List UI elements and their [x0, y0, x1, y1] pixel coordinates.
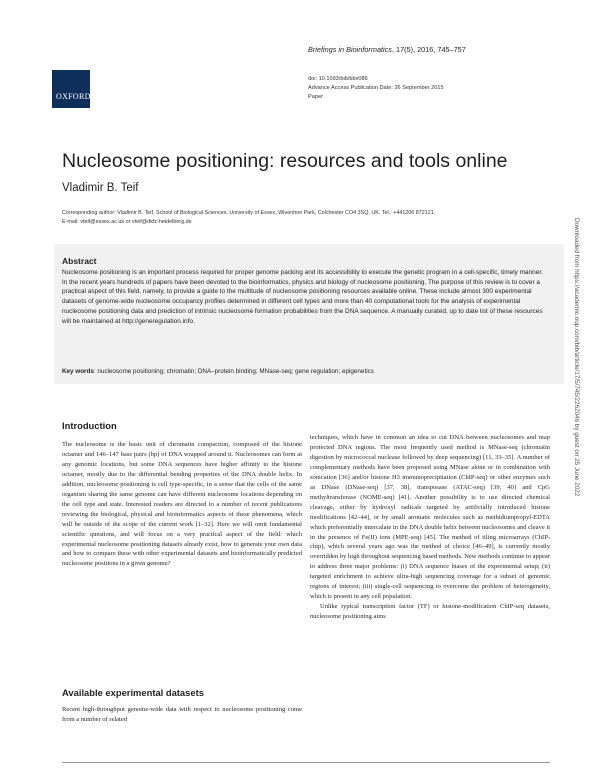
journal-name: Briefings in Bioinformatics — [308, 45, 392, 54]
article-type: Paper — [308, 94, 323, 100]
journal-citation — [308, 45, 466, 54]
download-note: Downloaded from https://academic.oup.com/bib/article/17/5/745/2262046 by guest on 25 June 2022 — [573, 218, 580, 497]
abstract-text: Nucleosome positioning is an important process required for proper genome packing and its accessibility to execute the genetic program in a cell-specific, timely manner. In the recent years hundreds of papers have been devoted to the bioinformatics, physics and biology of nucleosome positioning. The purpose of this review is to cover a practical aspect of this field, namely, to provide a guide to the multitude of nucleosome positioning resources available online. These include almost 300 experimental datasets of genome-wide nucleosome occupancy profiles determined in different cell types and more than 40 computational tools for the analysis of experimental nucleosome positioning data and prediction of intrinsic nucleosome formation probabilities from the DNA sequence. A manually curated, up to date list of these resources will be maintained at http://generegulation.info. — [62, 269, 543, 325]
publisher-name: OXFORD — [56, 92, 91, 101]
author-email[interactable]: E-mail: vteif@essex.ac.uk or vteif@dkfz-heidelberg.de — [62, 219, 192, 225]
intro-heading: Introduction — [62, 420, 117, 431]
datasets-heading: Available experimental datasets — [62, 687, 204, 698]
paper-title: Nucleosome positioning: resources and tools online — [62, 150, 508, 172]
author-name: Vladimir B. Teif — [62, 182, 139, 194]
right-column-text — [310, 433, 550, 622]
keywords-list: : nucleosome positioning; chromatin; DNA–protein binding; MNase-seq; gene regulation; epigenetics — [93, 368, 374, 375]
advance-access-date: Advance Access Publication Date: 26 September 2015 — [308, 85, 444, 91]
journal-volume: , 17(5), 2016, 745–757 — [391, 45, 466, 54]
right-column-paragraph-2: Unlike typical transcription factor (TF) or histone-modification ChIP-seq datasets, nucleosome positioning aims — [310, 603, 550, 621]
abstract-heading: Abstract — [62, 256, 97, 266]
keywords — [62, 368, 550, 375]
doi[interactable]: doi: 10.1093/bib/bbv086 — [308, 76, 368, 82]
datasets-text: Recent high-throughput genome-wide data with respect to nucleosome positioning come from a number of related — [62, 706, 302, 723]
intro-text: The nucleosome is the basic unit of chromatin compaction, composed of the histone octamer and 146–147 base pairs (bp) of DNA wrapped around it. Nucleosomes can form at any genomic locations, but some DNA sequences have higher affinity to the histone octamer, mostly due to the differential bending properties of the DNA double helix. In addition, nucleosome positioning is cell type-specific, in a sense that the cells of the same organism sharing the same genome can have different nucleosome locations depending on the cell type and state. Interested readers are directed to a number of recent publications reviewing the biological, physical and bioinformatics aspects of these phenomena, which will be outside of the scope of the current work [1–32]. Here we will omit fundamental scientific questions, and will focus on a very practical aspect of the field: which experimental nucleosome positioning datasets already exist, how to generate your own data and how to compare these with other experimental datasets and bioinformatically predicted nucleosome positions in a given genome? — [62, 441, 302, 568]
keywords-label: Key words — [62, 368, 94, 375]
corresponding-author: Corresponding author: Vladimir B. Teif, School of Biological Sciences, University of Essex, Wivenhoe Park, Colchester CO4 3SQ, UK. Tel.: +441206 872121; — [62, 210, 436, 216]
oxford-logo — [52, 70, 90, 108]
right-column-paragraph-1: techniques, which have in common an idea to cut DNA between nucleosomes and map protected DNA regions. The most frequently used method is MNase-seq (chromatin digestion by micrococcal nuclease followed by deep sequencing) [11, 33–35]. A number of complementary methods have been proposed using MNase alone or in combination with sonication [36] and/or histone H3 immunoprecipitation (ChIP-seq) or other enzymes such as DNase (DNase-seq) [37, 38], transposase (ATAC-seq) [39, 40] and CpG methyltransferase (NOME-seq) [41]. Another possibility is to use directed chemical cleavage, either by hydroxyl radicals targeted by artificially introduced histone modifications [42–44], or by small aromatic molecules such as methidiumpropyl-EDTA which preferentially intercalate in the DNA double helix between nucleosomes and cleave it in the presence of Fe(II) ions (MPE-seq) [45]. The method of tiling microarrays (ChIP-chip), which several years ago was the method of choice [46–49], is currently mostly overridden by high throughout sequencing based methods. New methods continue to appear to address three major problems: (i) DNA sequence biases of the experimental setup; (ii) targeted enrichment to achieve ultra-high sequencing coverage for a subset of genomic regions of interest; (iii) single-cell sequencing to overcome the problem of heterogeneity, which is present in any cell population. — [310, 434, 550, 601]
footer-divider — [62, 762, 550, 763]
